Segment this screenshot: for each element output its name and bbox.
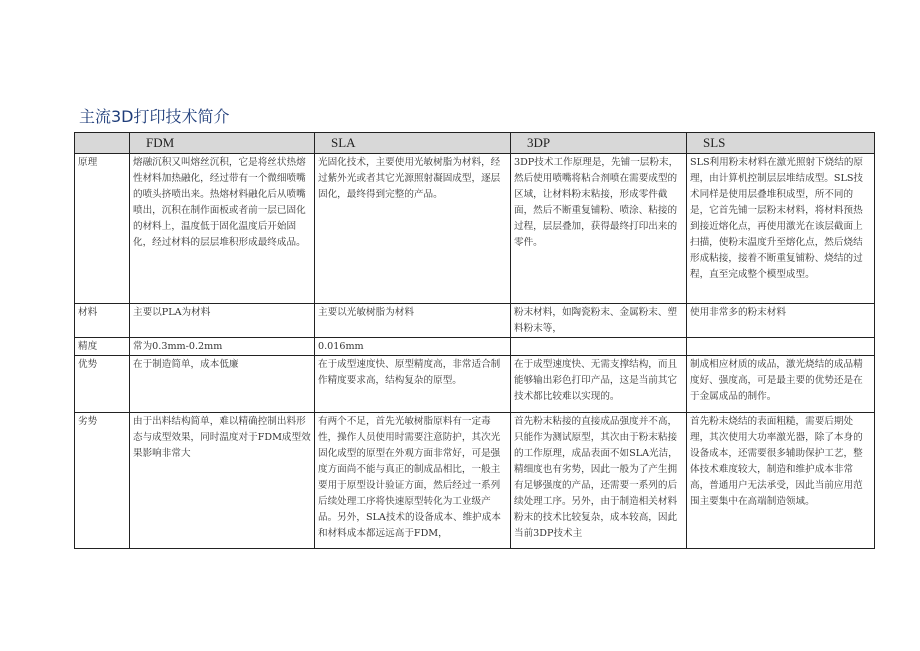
cell-fdm-pros: 在于制造简单，成本低廉 bbox=[130, 356, 315, 413]
row-label-material: 材料 bbox=[75, 304, 130, 338]
cell-3dp-pros: 在于成型速度快、无需支撑结构，而且能够输出彩色打印产品，这是当前其它技术都比较难以实现的。 bbox=[511, 356, 687, 413]
row-label-principle: 原理 bbox=[75, 154, 130, 304]
header-fdm: FDM bbox=[130, 133, 315, 154]
cell-fdm-cons: 由于出料结构简单，难以精确控制出料形态与成型效果，同时温度对于FDM成型效果影响非常大 bbox=[130, 413, 315, 549]
comparison-table bbox=[74, 132, 875, 549]
cell-3dp-material: 粉末材料，如陶瓷粉末、金属粉末、塑料粉末等， bbox=[511, 304, 687, 338]
table-row bbox=[75, 356, 875, 413]
cell-fdm-principle: 熔融沉积又叫熔丝沉积，它是将丝状热熔性材料加热融化，经过带有一个微细喷嘴的喷头挤喷出来。热熔材料融化后从喷嘴喷出，沉积在制作面板或者前一层已固化的材料上，温度低于固化温度后开始固化，经过材料的层层堆积形成最终成品。 bbox=[130, 154, 315, 304]
cell-sla-pros: 在于成型速度快、原型精度高，非常适合制作精度要求高，结构复杂的原型。 bbox=[315, 356, 511, 413]
row-label-precision: 精度 bbox=[75, 338, 130, 356]
table-row bbox=[75, 304, 875, 338]
row-label-cons: 劣势 bbox=[75, 413, 130, 549]
table-header-row bbox=[75, 133, 875, 154]
cell-sla-material: 主要以光敏树脂为材料 bbox=[315, 304, 511, 338]
cell-sls-precision bbox=[687, 338, 875, 356]
header-sls: SLS bbox=[687, 133, 875, 154]
cell-sls-pros: 制成相应材质的成品，激光烧结的成品精度好、强度高，可是最主要的优势还是在于金属成品的制作。 bbox=[687, 356, 875, 413]
cell-sla-cons: 有两个不足，首先光敏树脂原料有一定毒性，操作人员使用时需要注意防护，其次光固化成型的原型在外观方面非常好，可是强度方面尚不能与真正的制成品相比，一般主要用于原型设计验证方面，然后经过一系列后续处理工序将快速原型转化为工业级产品。另外，SLA技术的设备成本、维护成本和材料成本都远远高于FDM， bbox=[315, 413, 511, 549]
table-row bbox=[75, 154, 875, 304]
cell-fdm-precision: 常为0.3mm-0.2mm bbox=[130, 338, 315, 356]
header-3dp: 3DP bbox=[511, 133, 687, 154]
cell-sla-principle: 光固化技术，主要使用光敏树脂为材料，经过紫外光或者其它光源照射凝固成型，逐层固化，最终得到完整的产品。 bbox=[315, 154, 511, 304]
cell-3dp-cons: 首先粉末粘接的直接成品强度并不高，只能作为测试原型，其次由于粉末粘接的工作原理，成品表面不如SLA光洁，精细度也有劣势，因此一般为了产生拥有足够强度的产品，还需要一系列的后续处理工序。另外，由于制造相关材料粉末的技术比较复杂，成本较高，因此当前3DP技术主 bbox=[511, 413, 687, 549]
table-row bbox=[75, 413, 875, 549]
cell-sls-cons: 首先粉末烧结的表面粗糙，需要后期处理，其次使用大功率激光器，除了本身的设备成本，还需要很多辅助保护工艺，整体技术难度较大，制造和维护成本非常高，普通用户无法承受，因此当前应用范围主要集中在高端制造领域。 bbox=[687, 413, 875, 549]
document-title: 主流3D打印技术简介 bbox=[79, 107, 230, 126]
table-row bbox=[75, 338, 875, 356]
row-label-pros: 优势 bbox=[75, 356, 130, 413]
cell-fdm-material: 主要以PLA为材料 bbox=[130, 304, 315, 338]
cell-sla-precision: 0.016mm bbox=[315, 338, 511, 356]
cell-3dp-principle: 3DP技术工作原理是，先铺一层粉末，然后使用喷嘴将粘合剂喷在需要成型的区域，让材料粉末粘接，形成零件截面，然后不断重复铺粉、喷涂、粘接的过程，层层叠加，获得最终打印出来的零件。 bbox=[511, 154, 687, 304]
cell-3dp-precision bbox=[511, 338, 687, 356]
header-corner bbox=[75, 133, 130, 154]
cell-sls-material: 使用非常多的粉末材料 bbox=[687, 304, 875, 338]
header-sla: SLA bbox=[315, 133, 511, 154]
cell-sls-principle: SLS利用粉末材料在激光照射下烧结的原理，由计算机控制层层堆结成型。SLS技术同样是使用层叠堆积成型，所不同的是，它首先铺一层粉末材料，将材料预热到接近熔化点，再使用激光在该层截面上扫描，使粉末温度升至熔化点，然后烧结形成粘接，接着不断重复铺粉、烧结的过程，直至完成整个模型成型。 bbox=[687, 154, 875, 304]
